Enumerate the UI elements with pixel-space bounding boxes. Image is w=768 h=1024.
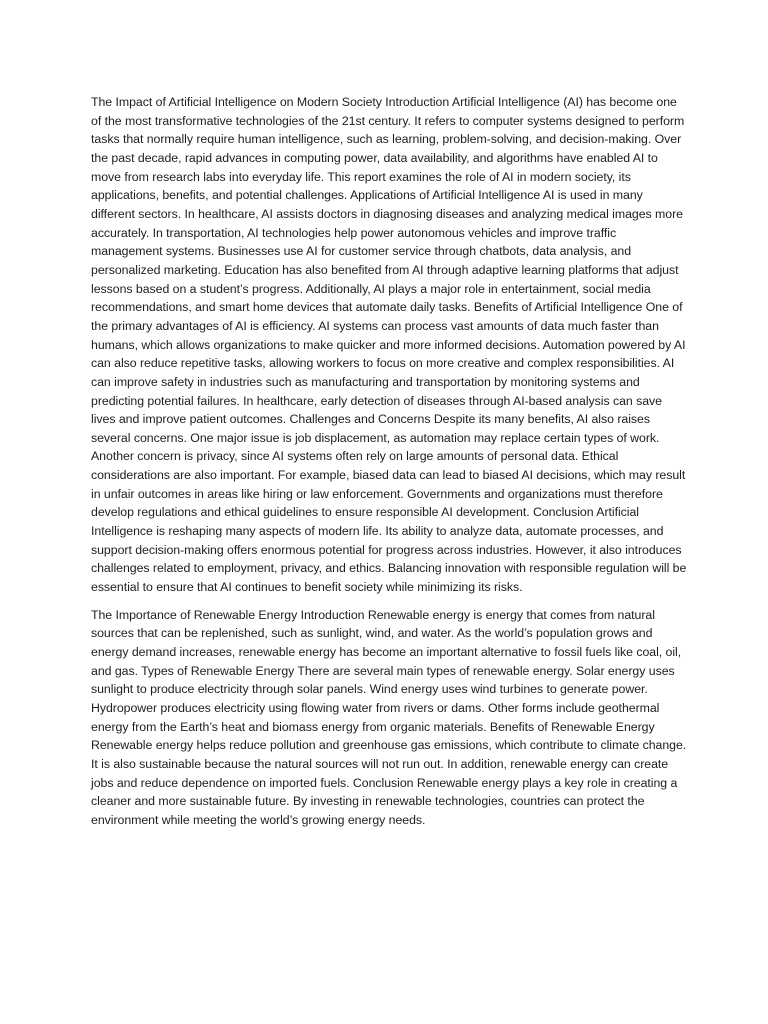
paragraph-ai-report: The Impact of Artificial Intelligence on Modern Society Introduction Artificial Intelligence (AI) has become one of the most transformative technologies of the 21st century. It refers to computer systems designed to perform tasks that normally require human intelligence, such as learning, problem-solving, and decision-making. Over the past decade, rapid advances in computing power, data availability, and algorithms have enabled AI to move from research labs into everyday life. This report examines the role of AI in modern society, its applications, benefits, and potential challenges. Applications of Artificial Intelligence AI is used in many different sectors. In healthcare, AI assists doctors in diagnosing diseases and analyzing medical images more accurately. In transportation, AI technologies help power autonomous vehicles and improve traffic management systems. Businesses use AI for customer service through chatbots, data analysis, and personalized marketing. Education has also benefited from AI through adaptive learning platforms that adjust lessons based on a student’s progress. Additionally, AI plays a major role in entertainment, social media recommendations, and smart home devices that automate daily tasks. Benefits of Artificial Intelligence One of the primary advantages of AI is efficiency. AI systems can process vast amounts of data much faster than humans, which allows organizations to make quicker and more informed decisions. Automation powered by AI can also reduce repetitive tasks, allowing workers to focus on more creative and complex responsibilities. AI can improve safety in industries such as manufacturing and transportation by monitoring systems and predicting potential failures. In healthcare, early detection of diseases through AI-based analysis can save lives and improve patient outcomes. Challenges and Concerns Despite its many benefits, AI also raises several concerns. One major issue is job displacement, as automation may replace certain types of work. Another concern is privacy, since AI systems often rely on large amounts of personal data. Ethical considerations are also important. For example, biased data can lead to biased AI decisions, which may result in unfair outcomes in areas like hiring or law enforcement. Governments and organizations must therefore develop regulations and ethical guidelines to ensure responsible AI development. Conclusion Artificial Intelligence is reshaping many aspects of modern life. Its ability to analyze data, automate processes, and support decision-making offers enormous potential for progress across industries. However, it also introduces challenges related to employment, privacy, and ethics. Balancing innovation with responsible regulation will be essential to ensure that AI continues to benefit society while minimizing its risks. [91,95,687,595]
paragraph-renewable-energy: The Importance of Renewable Energy Introduction Renewable energy is energy that comes from natural sources that can be replenished, such as sunlight, wind, and water. As the world’s population grows and energy demand increases, renewable energy has become an important alternative to fossil fuels like coal, oil, and gas. Types of Renewable Energy There are several main types of renewable energy. Solar energy uses sunlight to produce electricity through solar panels. Wind energy uses wind turbines to generate power. Hydropower produces electricity using flowing water from rivers or dams. Other forms include geothermal energy from the Earth’s heat and biomass energy from organic materials. Benefits of Renewable Energy Renewable energy helps reduce pollution and greenhouse gas emissions, which contribute to climate change. It is also sustainable because the natural sources will not run out. In addition, renewable energy can create jobs and reduce dependence on imported fuels. Conclusion Renewable energy plays a key role in creating a cleaner and more sustainable future. By investing in renewable technologies, countries can protect the environment while meeting the world’s growing energy needs. [91,607,687,827]
document-body [91,93,687,830]
